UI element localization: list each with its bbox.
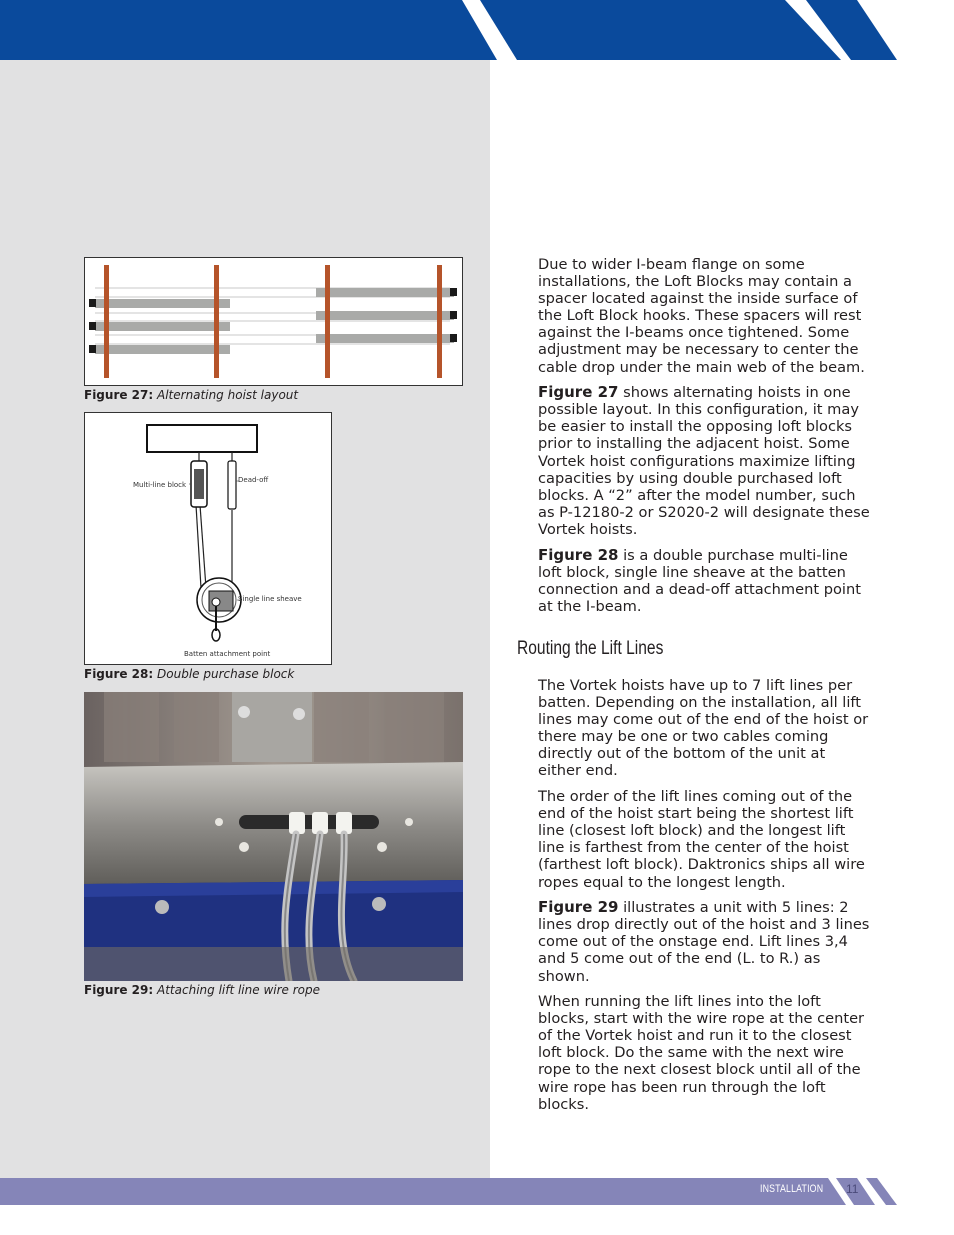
body-text-upper <box>538 256 870 623</box>
wire-rope-photo <box>84 692 463 981</box>
multi-line-block-label: Multi-line block <box>133 481 187 489</box>
dead-off <box>228 461 236 509</box>
paragraph-running-lift-lines: When running the lift lines into the loft blocks, start with the wire rope at the center of the Vortek hoist and run it to the closest loft block. Do the same with the next wire rope to the next closest block until all of the wire rope has been run through the loft blocks. <box>538 993 865 1113</box>
paragraph-lift-line-order: The order of the lift lines coming out of the end of the hoist start being the shortest lift line (closest loft block) and the longest lift line is farthest from the center of the hoist (farthest loft block). Daktronics ships all wire ropes equal to the longest length. <box>538 788 865 891</box>
figure-27-caption: Figure 27: Alternating hoist layout <box>84 388 299 402</box>
i-beam <box>147 425 257 452</box>
dead-off-label: Dead-off <box>238 476 269 484</box>
paragraph-figure-28: Figure 28 is a double purchase multi-line loft block, single line sheave at the batten connection and a dead-off attachment point at the I-beam. <box>538 545 861 615</box>
banner-main-shape <box>0 0 497 60</box>
page-number: 11 <box>846 1182 859 1196</box>
paragraph-lift-lines-count: The Vortek hoists have up to 7 lift lines per batten. Depending on the installation, all lift lines may come out of the end of the hoist or there may be one or two cables coming directly out of the bottom of the unit at either end. <box>538 677 869 780</box>
figure-28-image <box>84 412 332 665</box>
figure-28-caption: Figure 28: Double purchase block <box>84 667 295 681</box>
body-text-lower <box>538 677 870 1121</box>
footer-section-label: INSTALLATION <box>760 1183 824 1195</box>
single-line-sheave-label: Single line sheave <box>238 595 302 603</box>
alternating-hoist-diagram <box>85 258 462 385</box>
figure-29-caption: Figure 29: Attaching lift line wire rope <box>84 983 320 997</box>
top-banner <box>0 0 954 60</box>
paragraph-loft-block-spacer: Due to wider I-beam flange on some installations, the Loft Blocks may contain a spacer located against the inside surface of the Loft Block hooks. These spacers will rest against the I-beams once tightened. Some adjustment may be necessary to center the cable drop under the main web of the beam. <box>538 256 865 376</box>
paragraph-figure-29: Figure 29 illustrates a unit with 5 lines: 2 lines drop directly out of the hoist and 3 lines come out of the onstage end. Lift lines 3,4 and 5 come out of the end (L. to R.) as shown. <box>538 898 870 985</box>
section-heading-routing: Routing the Lift Lines <box>517 638 664 659</box>
banner-stripe-1 <box>480 0 841 60</box>
figure-27-image <box>84 257 463 386</box>
paragraph-figure-27: Figure 27 shows alternating hoists in one possible layout. In this configuration, it may be easier to install the opposing loft blocks prior to installing the adjacent hoist. Some Vortek hoist configurations maximize lifting capacities by using double purchased loft blocks. A “2” after the model number, such as P-12180-2 or S2020-2 will designate these Vortek hoists. <box>538 383 870 538</box>
figure-29-photo <box>84 692 463 981</box>
batten-attachment-label: Batten attachment point <box>184 650 271 658</box>
double-purchase-block-diagram <box>85 413 331 664</box>
